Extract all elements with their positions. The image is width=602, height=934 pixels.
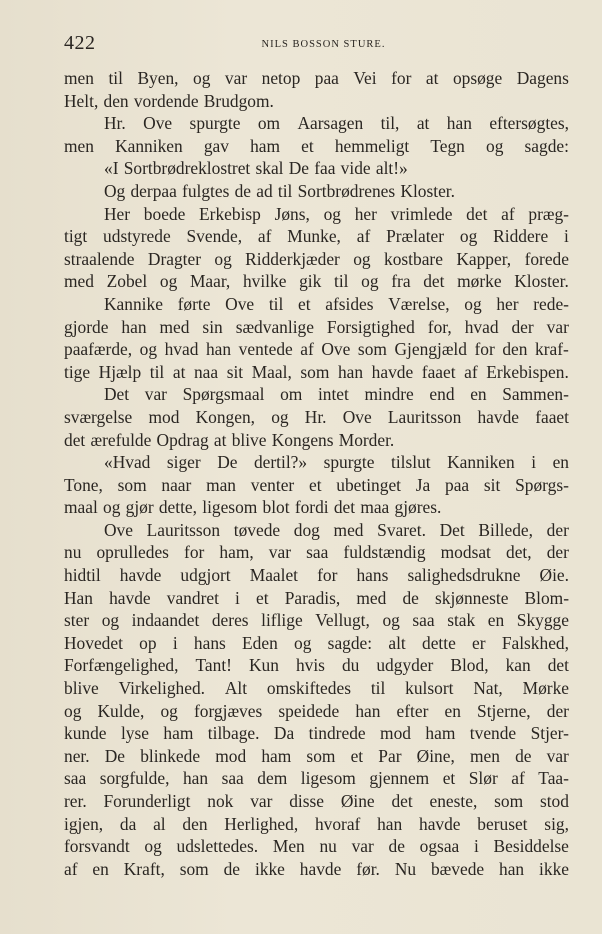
text-line: Det var Spørgsmaal om intet mindre end en Sammen- — [104, 384, 569, 405]
text-line: Han havde vandret i et Paradis, med de skjønneste Blom- — [64, 587, 569, 608]
text-line: «Hvad siger De dertil?» spurgte tilslut Kanniken i en — [104, 452, 569, 473]
text-line: Ove Lauritsson tøvede dog med Svaret. Det Billede, der — [104, 519, 569, 540]
text-line: hidtil havde udgjort Maalet for hans salighedsdrukne Øie. — [64, 565, 569, 586]
page-header — [64, 30, 569, 60]
text-line: men til Byen, og var netop paa Vei for at opsøge Dagens — [64, 68, 569, 88]
running-head: NILS BOSSON STURE. — [261, 39, 386, 50]
text-line: Og derpaa fulgtes de ad til Sortbrødrenes Kloster. — [104, 180, 455, 201]
text-line: forsvandt og udslettedes. Men nu var de ogsaa i Besiddelse — [64, 836, 569, 857]
text-line: blive Virkelighed. Alt omskiftedes til kulsort Nat, Mørke — [64, 678, 569, 699]
text-line: saa sorgfulde, han saa dem ligesom gjennem et Slør af Taa- — [64, 768, 569, 789]
text-line: Hr. Ove spurgte om Aarsagen til, at han eftersøgtes, — [104, 113, 569, 134]
text-line: af en Kraft, som de ikke havde før. Nu bævede han ikke — [64, 858, 569, 879]
text-line: gjorde han med sin sædvanlige Forsigtighed for, hvad der var — [64, 316, 569, 337]
text-line: Forfængelighed, Tant! Kun hvis du udgyder Blod, kan det — [64, 655, 569, 676]
text-line: straalende Dragter og Ridderkjæder og kostbare Kapper, forede — [64, 248, 569, 269]
text-line: rer. Forunderligt nok var disse Øine det eneste, som stod — [64, 791, 569, 811]
text-line: Tone, som naar man venter et ubetinget Ja paa sit Spørgs- — [64, 474, 569, 495]
body-text — [64, 67, 569, 880]
text-line: og Kulde, og forgjæves speidede han efter en Stjerne, der — [64, 700, 569, 721]
text-line: Her boede Erkebisp Jøns, og her vrimlede det af præg- — [104, 203, 569, 224]
page-number: 422 — [64, 32, 96, 54]
text-line: tigt udstyrede Svende, af Munke, af Prælater og Riddere i — [64, 226, 569, 247]
text-line: Kannike førte Ove til et afsides Værelse, og her rede- — [104, 293, 569, 314]
text-line: igjen, da al den Herlighed, hvoraf han havde beruset sig, — [64, 813, 569, 834]
text-line: maal og gjør dette, ligesom blot fordi det maa gjøres. — [64, 497, 442, 518]
text-line: tige Hjælp til at naa sit Maal, som han havde faaet af Erkebispen. — [64, 361, 569, 382]
text-line: paafærde, og hvad han ventede af Ove som Gjengjæld for den kraf- — [64, 339, 569, 360]
text-line: ster og indaandet deres liflige Vellugt, og saa stak en Skygge — [64, 610, 569, 631]
text-line: «I Sortbrødreklostret skal De faa vide alt!» — [104, 158, 408, 179]
text-line: med Zobel og Maar, hvilke gik til og fra det mørke Kloster. — [64, 271, 569, 292]
text-line: men Kanniken gav ham et hemmeligt Tegn og sagde: — [64, 135, 569, 156]
text-line: sværgelse mod Kongen, og Hr. Ove Lauritsson havde faaet — [64, 406, 569, 427]
text-line: kunde lyse ham tilbage. Da tindrede mod ham tvende Stjer- — [64, 723, 569, 744]
text-line: Helt, den vordende Brudgom. — [64, 90, 274, 111]
text-line: Hovedet op i hans Eden og sagde: alt dette er Falskhed, — [64, 632, 569, 653]
text-line: nu oprulledes for ham, var saa fuldstændig modsat det, der — [64, 542, 569, 563]
text-line: ner. De blinkede mod ham som et Par Øine, men de var — [64, 745, 569, 766]
text-line: det ærefulde Opdrag at blive Kongens Morder. — [64, 429, 395, 450]
